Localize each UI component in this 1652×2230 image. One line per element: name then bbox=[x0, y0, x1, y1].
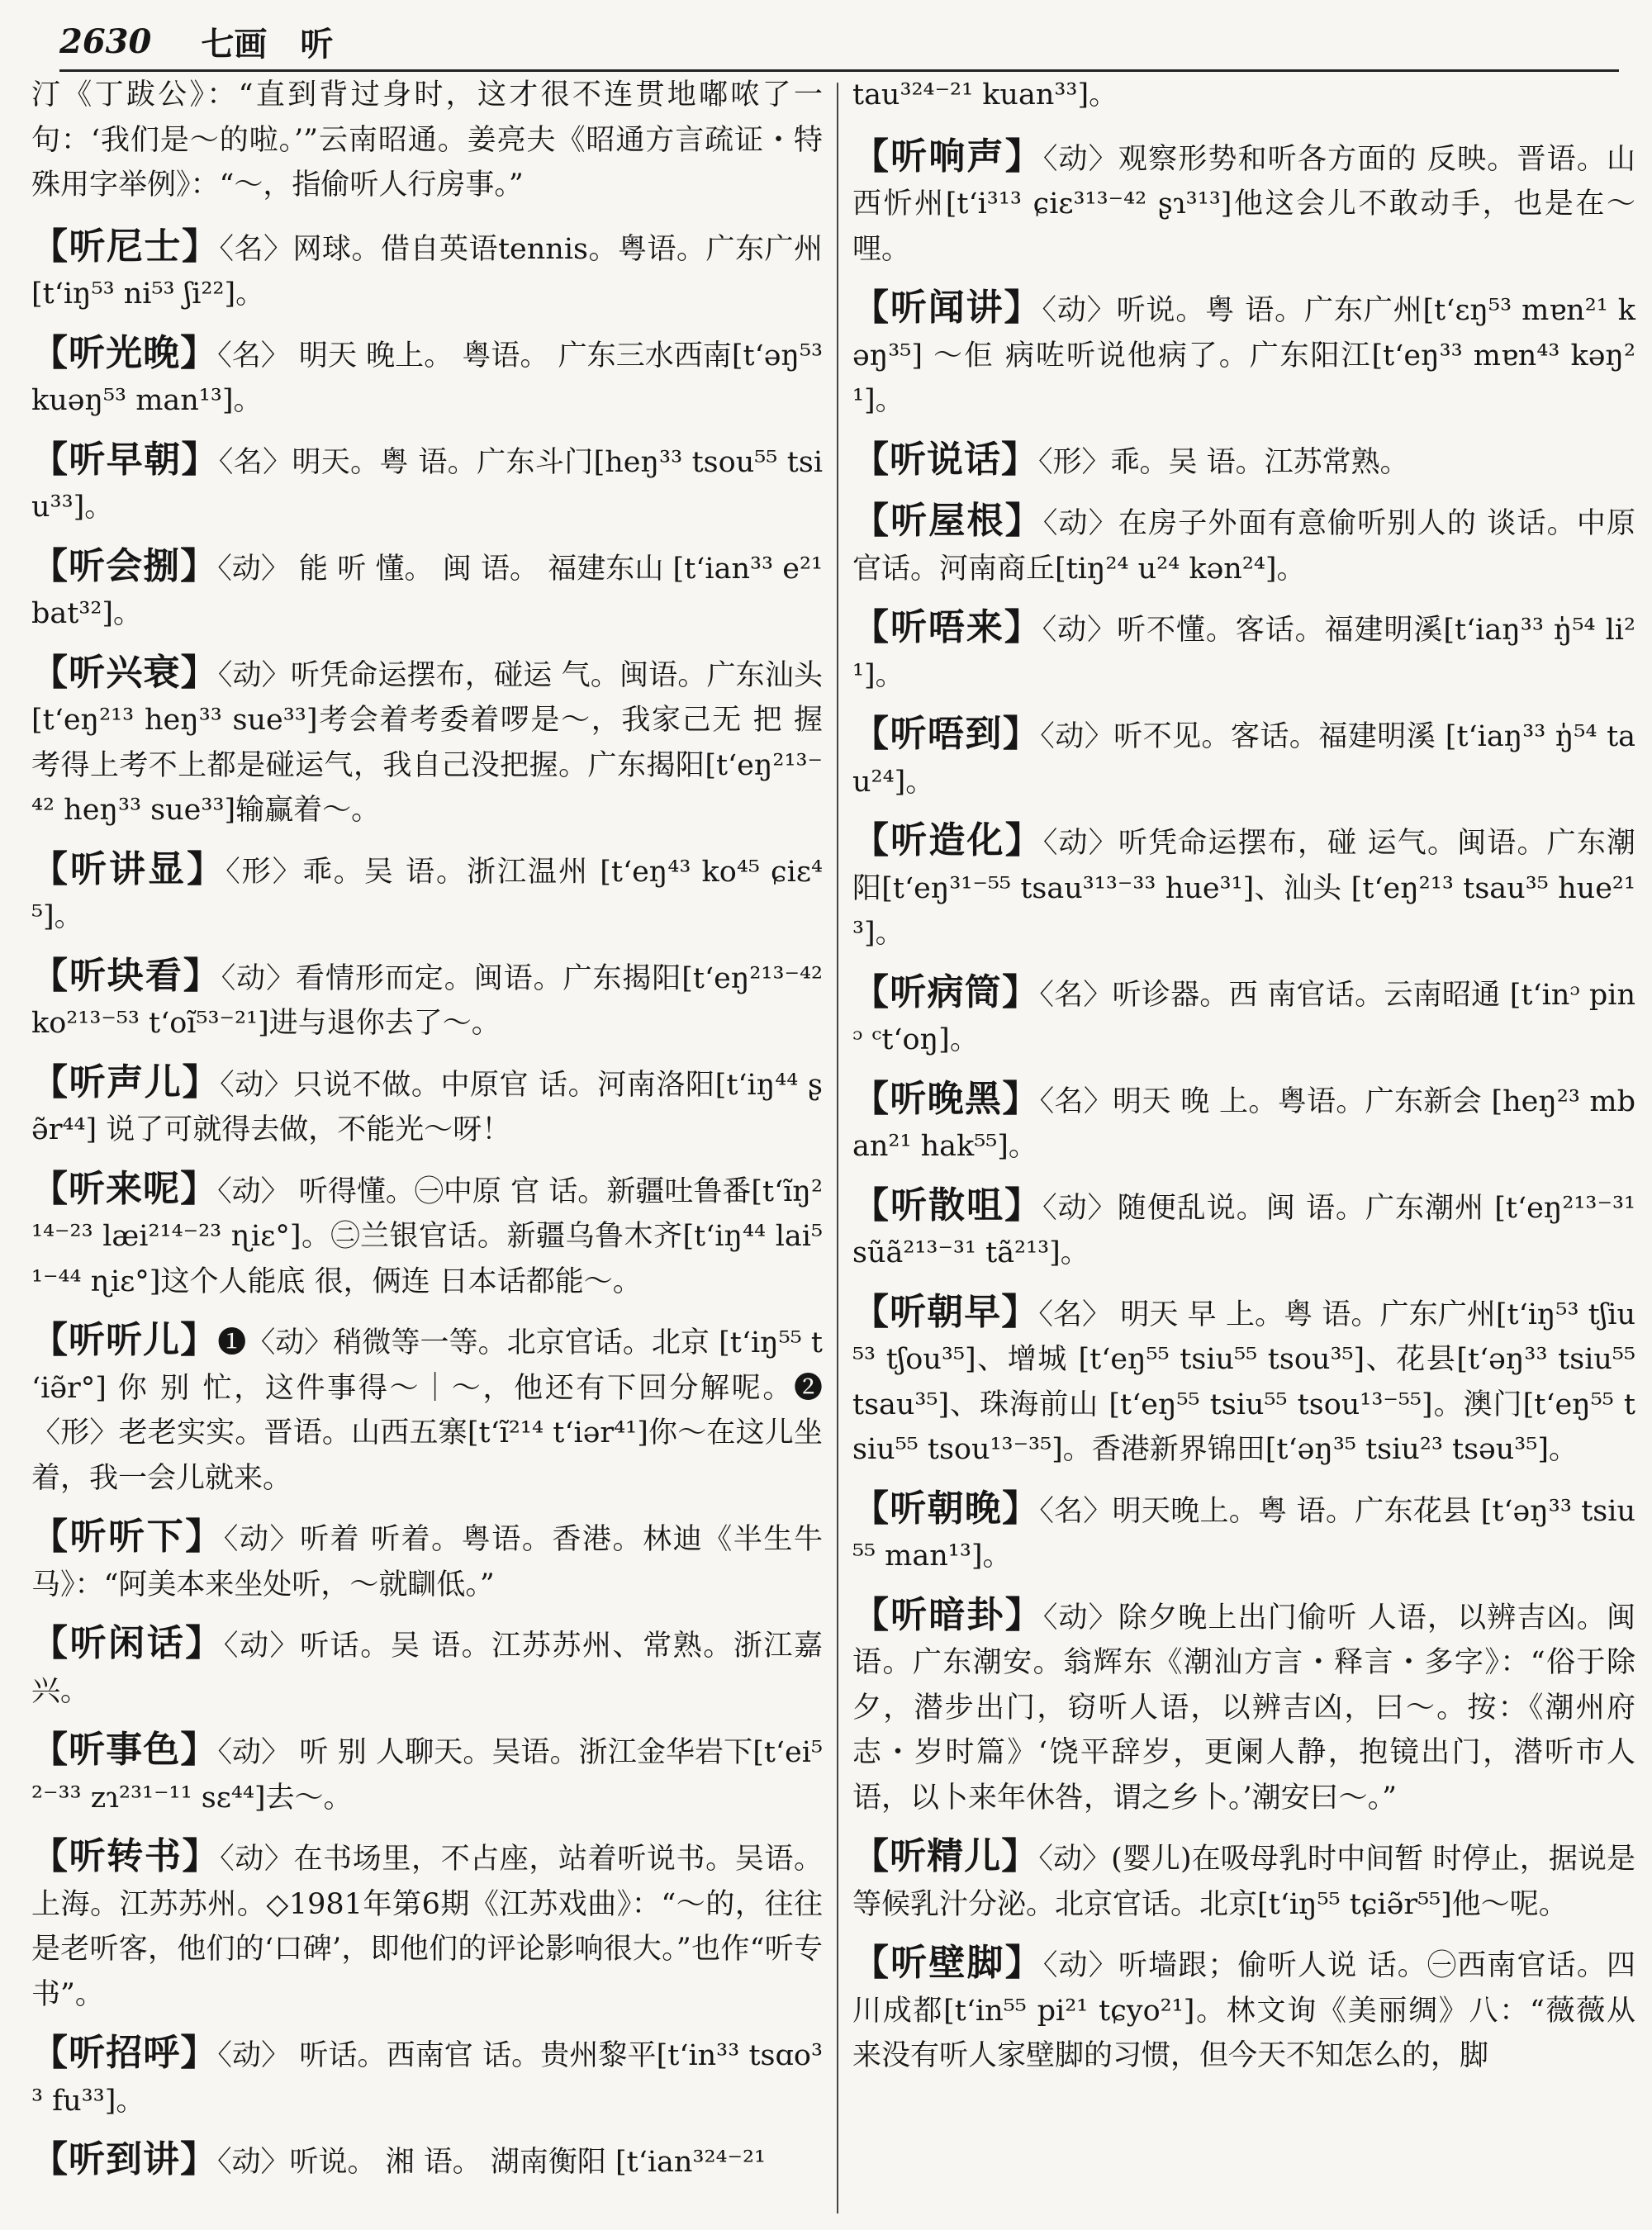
definition: 〈动〉除夕晚上出门偷听 人语，以辨吉凶。闽语。广东潮安。翁辉东《潮汕方言・释言・多字》：“俗于除夕，潜步出门，窃听人语，以辨吉凶，曰～。按：《潮州府志・岁时篇》‘饶平辞岁，更阑人静，抱镜出门，潜听市人语，以卜来年休咎，谓之乡卜。’潮安曰～。” bbox=[852, 1601, 1635, 1815]
headword: 【听闲话】 bbox=[31, 1622, 224, 1664]
definition: 〈动〉 听 别 人聊天。吴语。浙江金华岩下[tʻei⁵²⁻³³ zɿ²³¹⁻¹¹ sɛ⁴⁴]去～。 bbox=[31, 1736, 823, 1815]
definition: 〈动〉听不见。客话。福建明溪 [tʻiaŋ³³ ŋ̍⁵⁴ tau²⁴]。 bbox=[852, 720, 1636, 799]
headword: 【听会捌】 bbox=[31, 544, 218, 587]
entry bbox=[852, 286, 1635, 424]
definition: 〈名〉明天晚上。粤 语。广东花县 [tʻəŋ³³ tsiu⁵⁵ man¹³]。 bbox=[852, 1494, 1636, 1573]
definition: 〈名〉明天 晚 上。粤语。广东新会 [heŋ²³ mban²¹ hak⁵⁵]。 bbox=[852, 1084, 1636, 1163]
column-divider bbox=[837, 83, 838, 2213]
headword: 【听壁脚】 bbox=[852, 1942, 1043, 1984]
continuation-text: 汀《丁跋公》：“直到背过身时，这才很不连贯地嘟哝了一句：‘我们是～的啦。’”云南昭通。姜亮夫《昭通方言疏证・特殊用字举例》：“～，指偷听人行房事。” bbox=[31, 78, 823, 202]
headword: 【听精儿】 bbox=[852, 1835, 1039, 1877]
entry bbox=[852, 818, 1635, 956]
definition: 〈动〉随便乱说。闽 语。广东潮州 [tʻeŋ²¹³⁻³¹ sũã²¹³⁻³¹ tã²¹³]。 bbox=[852, 1191, 1636, 1269]
headword: 【听到讲】 bbox=[31, 2138, 217, 2180]
entry bbox=[31, 1621, 823, 1714]
header-rule bbox=[59, 69, 1619, 72]
definition: 〈形〉乖。吴 语。浙江温州 [tʻeŋ⁴³ ko⁴⁵ ɕiɛ⁴⁵]。 bbox=[31, 855, 824, 933]
headword: 【听闻讲】 bbox=[852, 287, 1042, 329]
headword: 【听造化】 bbox=[852, 819, 1043, 861]
entry bbox=[31, 1728, 823, 1820]
entry bbox=[852, 499, 1635, 591]
entry bbox=[852, 135, 1635, 273]
headword: 【听暗卦】 bbox=[852, 1593, 1043, 1636]
definition: 〈名〉明天。粤 语。广东斗门[heŋ³³ tsou⁵⁵ tsiu³³]。 bbox=[31, 445, 824, 524]
page-header bbox=[59, 15, 1619, 68]
definition: 〈动〉听说。粤 语。广东广州[tʻɛŋ⁵³ mɐn²¹ kəŋ³⁵] ～佢 病咗听说他病了。广东阳江[tʻeŋ³³ mɐn⁴³ kəŋ²¹]。 bbox=[852, 294, 1636, 417]
entry bbox=[852, 712, 1635, 804]
headword: 【听听下】 bbox=[31, 1516, 224, 1558]
entry bbox=[31, 1515, 823, 1607]
headword: 【听唔到】 bbox=[852, 713, 1041, 755]
definition: 〈动〉在房子外面有意偷听别人的 谈话。中原官话。河南商丘[tiŋ²⁴ u²⁴ kən²⁴]。 bbox=[852, 507, 1635, 586]
entry bbox=[31, 1060, 823, 1153]
entry bbox=[852, 438, 1635, 486]
definition: 〈动〉听墙跟；偷听人说 话。㊀西南官话。四川成都[tʻin⁵⁵ pi²¹ tɕyo²¹]。林文询《美丽绸》八：“薇薇从来没有听人家壁脚的习惯，但今天不知怎么的，脚 bbox=[852, 1949, 1635, 2072]
entry bbox=[31, 651, 823, 833]
entry bbox=[852, 1077, 1635, 1170]
definition: 〈动〉听凭命运摆布，碰 运气。闽语。广东潮阳[tʻeŋ³¹⁻⁵⁵ tsau³¹³⁻³³ hue³¹]、汕头 [tʻeŋ²¹³ tsau³⁵ hue²¹³]。 bbox=[852, 827, 1635, 950]
definition: 〈名〉网球。借自英语tennis。粤语。广东广州[tʻiŋ⁵³ ni⁵³ ʃi²²]。 bbox=[31, 232, 823, 311]
headword: 【听讲显】 bbox=[31, 847, 226, 890]
section-title: 七画 听 bbox=[201, 24, 334, 64]
entry bbox=[31, 2137, 823, 2185]
headword: 【听唔来】 bbox=[852, 606, 1042, 648]
entry bbox=[852, 605, 1635, 698]
definition: 〈动〉听凭命运摆布，碰运 气。闽语。广东汕头[tʻeŋ²¹³ heŋ³³ sue³³]考会着考委着啰是～，我家己无 把 握考得上考不上都是碰运气，我自己没把握。广东揭阳[tʻeŋ²¹³⁻⁴² heŋ³³ sue³³]输赢着～。 bbox=[31, 658, 823, 827]
entry bbox=[852, 970, 1635, 1063]
entry bbox=[31, 225, 823, 317]
headword: 【听响声】 bbox=[852, 135, 1043, 178]
headword: 【听说话】 bbox=[852, 438, 1038, 481]
entry bbox=[31, 1167, 823, 1305]
headword: 【听听儿】 bbox=[31, 1319, 218, 1361]
headword: 【听散咀】 bbox=[852, 1184, 1043, 1226]
definition: 〈动〉观察形势和听各方面的 反映。晋语。山西忻州[tʻi³¹³ ɕiɛ³¹³⁻⁴² ʂɿ³¹³]他这会儿不敢动手，也是在～哩。 bbox=[852, 142, 1635, 266]
headword: 【听事色】 bbox=[31, 1729, 218, 1771]
definition: 〈动〉(婴儿)在吸母乳时中间暂 时停止，据说是等候乳汁分泌。北京官话。北京[tʻiŋ⁵⁵ tɕiə̃r⁵⁵]他～呢。 bbox=[852, 1843, 1636, 1921]
entry bbox=[852, 1290, 1635, 1473]
entry bbox=[31, 331, 823, 424]
headword: 【听招呼】 bbox=[31, 2032, 218, 2074]
entry bbox=[852, 1593, 1635, 1821]
definition: 〈动〉听话。吴 语。江苏苏州、常熟。浙江嘉兴。 bbox=[31, 1630, 823, 1708]
entry bbox=[31, 1318, 823, 1501]
definition: 〈形〉乖。吴 语。江苏常熟。 bbox=[1038, 445, 1409, 479]
continuation-text: tau³²⁴⁻²¹ kuan³³]。 bbox=[852, 78, 1118, 112]
definition: 〈名〉 明天 早 上。粤 语。广东广州[tʻiŋ⁵³ tʃiu⁵³ tʃou³⁵]、增城 [tʻeŋ⁵⁵ tsiu⁵⁵ tsou³⁵]、花县[tʻəŋ³³ tsiu⁵⁵ tsau³⁵]、珠海前山 [tʻeŋ⁵⁵ tsiu⁵⁵ tsou¹³⁻⁵⁵]。澳门[tʻeŋ⁵⁵ tsiu⁵⁵ tsou¹³⁻³⁵]。香港新界锦田[tʻəŋ³⁵ tsiu²³ tsəu³⁵]。 bbox=[852, 1298, 1636, 1466]
headword: 【听晚黑】 bbox=[852, 1077, 1040, 1120]
headword: 【听屋根】 bbox=[852, 500, 1043, 542]
definition: 〈名〉听诊器。西 南官话。云南昭通 [tʻinᵓ pinᵓ ᶜtʻoŋ]。 bbox=[852, 978, 1636, 1056]
right-column bbox=[852, 73, 1635, 2093]
definition: 〈动〉 听话。西南官 话。贵州黎平[tʻin³³ tsɑo³³ fu³³]。 bbox=[31, 2039, 823, 2118]
headword: 【听早朝】 bbox=[31, 438, 219, 481]
entry bbox=[852, 1184, 1635, 1276]
entry bbox=[852, 1487, 1635, 1579]
entry bbox=[31, 438, 823, 530]
definition: 〈动〉看情形而定。闽语。广东揭阳[tʻeŋ²¹³⁻⁴² ko²¹³⁻⁵³ tʻoĩ⁵³⁻²¹]进与退你去了～。 bbox=[31, 961, 824, 1040]
definition: 〈动〉听说。 湘 语。 湖南衡阳 [tʻian³²⁴⁻²¹ bbox=[217, 2146, 767, 2179]
entry bbox=[31, 847, 823, 940]
headword: 【听块看】 bbox=[31, 954, 221, 997]
headword: 【听兴衰】 bbox=[31, 651, 218, 694]
definition: ❶〈动〉稍微等一等。北京官话。北京 [tʻiŋ⁵⁵ tʻiə̃r°] 你 别 忙，这件事得～｜～，他还有下回分解呢。❷〈形〉老老实实。晋语。山西五寨[tʻĩ²¹⁴ tʻiər⁴¹]你～在这儿坐着，我一会儿就来。 bbox=[31, 1326, 823, 1495]
headword: 【听转书】 bbox=[31, 1835, 221, 1877]
definition: 〈名〉 明天 晚上。 粤语。 广东三水西南[tʻəŋ⁵³ kuəŋ⁵³ man¹³]。 bbox=[31, 339, 824, 417]
entry bbox=[31, 954, 823, 1046]
entry bbox=[31, 1834, 823, 2017]
headword: 【听朝晚】 bbox=[852, 1487, 1040, 1530]
headword: 【听光晚】 bbox=[31, 331, 218, 374]
headword: 【听尼士】 bbox=[31, 225, 220, 268]
definition: 〈动〉 能 听 懂。 闽 语。 福建东山 [tʻian³³ e²¹ bat³²]。 bbox=[31, 552, 824, 630]
headword: 【听来呢】 bbox=[31, 1167, 218, 1210]
definition: 〈动〉 听得懂。㊀中原 官 话。新疆吐鲁番[tʻĩŋ²¹⁴⁻²³ læi²¹⁴⁻²³ ɳiɛ°]。㊁兰银官话。新疆乌鲁木齐[tʻiŋ⁴⁴ lai⁵¹⁻⁴⁴ ɳiɛ°]这个人能底 很，俩连 日本话都能～。 bbox=[31, 1174, 824, 1298]
headword: 【听朝早】 bbox=[852, 1290, 1039, 1333]
definition: 〈动〉只说不做。中原官 话。河南洛阳[tʻiŋ⁴⁴ ʂə̃r⁴⁴] 说了可就得去做，不能光～呀！ bbox=[31, 1068, 824, 1146]
headword: 【听病筒】 bbox=[852, 970, 1040, 1013]
definition: 〈动〉听不懂。客话。福建明溪[tʻiaŋ³³ ŋ̍⁵⁴ li²¹]。 bbox=[852, 614, 1635, 692]
definition: 〈动〉在书场里，不占座，站着听说书。吴语。上海。江苏苏州。◇1981年第6期《江苏戏曲》：“～的，往往是老听客，他们的‘口碑’，即他们的评论影响很大。”也作“听专书”。 bbox=[31, 1843, 823, 2011]
left-column bbox=[31, 73, 823, 2199]
entry bbox=[31, 544, 823, 637]
entry bbox=[31, 2031, 823, 2123]
definition: 〈动〉听着 听着。粤语。香港。林迪《半生牛马》：“阿美本来坐处听，～就瞓低。” bbox=[31, 1523, 823, 1601]
entry bbox=[852, 1834, 1635, 1927]
entry bbox=[852, 1941, 1635, 2079]
page-number: 2630 bbox=[59, 21, 152, 61]
headword: 【听声儿】 bbox=[31, 1060, 221, 1103]
